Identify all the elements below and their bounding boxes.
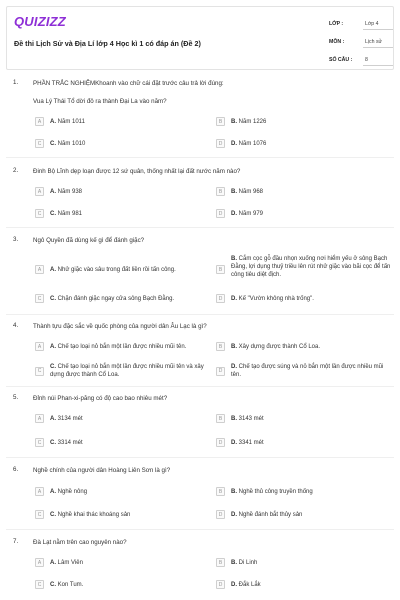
option-letter-box[interactable]: D xyxy=(216,139,225,148)
option-text: Đắk Lắk xyxy=(238,581,261,588)
option-text: Xây dựng được thành Cổ Loa. xyxy=(238,343,321,350)
option-key: C. xyxy=(50,511,56,518)
option-text: Năm 979 xyxy=(238,210,264,217)
meta-value: 8 xyxy=(363,55,393,66)
option-key: C. xyxy=(50,295,56,302)
option-c[interactable] xyxy=(35,363,213,379)
option-b[interactable] xyxy=(216,558,386,567)
question-text: Đà Lạt nằm trên cao nguyên nào? xyxy=(33,539,127,546)
worksheet-meta xyxy=(329,17,393,71)
option-letter-box[interactable]: B xyxy=(216,487,225,496)
option-key: A. xyxy=(50,188,56,195)
option-key: A. xyxy=(50,488,56,495)
option-b[interactable] xyxy=(216,187,386,196)
option-text: Năm 1226 xyxy=(238,118,267,125)
option-letter-box[interactable]: A xyxy=(35,187,44,196)
option-letter-box[interactable]: B xyxy=(216,187,225,196)
option-c[interactable] xyxy=(35,510,205,519)
option-key: B. xyxy=(231,488,237,495)
option-b[interactable] xyxy=(216,414,386,423)
option-key: C. xyxy=(50,581,56,588)
option-letter-box[interactable]: C xyxy=(35,580,44,589)
option-d[interactable] xyxy=(216,209,386,218)
option-key: B. xyxy=(231,256,237,262)
option-letter-box[interactable]: A xyxy=(35,265,44,274)
option-text: Chế tạo được súng và nỏ bắn một lần được nhiều mũi tên. xyxy=(231,364,384,378)
meta-value: Lớp 4 xyxy=(363,19,393,30)
option-text: Nghề nông xyxy=(57,488,88,495)
option-d[interactable] xyxy=(216,580,386,589)
option-text: Chế tạo loại nỏ bắn một lần được nhiều mũi tên. xyxy=(57,343,187,350)
option-text: Lâm Viên xyxy=(57,559,83,566)
option-key: D. xyxy=(231,295,237,302)
option-letter-box[interactable]: A xyxy=(35,487,44,496)
option-key: B. xyxy=(231,188,237,195)
meta-row-subject xyxy=(329,35,393,49)
option-letter-box[interactable]: D xyxy=(216,294,225,303)
option-c[interactable] xyxy=(35,580,205,589)
option-key: B. xyxy=(231,118,237,125)
option-text: Kế "Vườn không nhà trống". xyxy=(238,295,314,302)
option-letter-box[interactable]: A xyxy=(35,558,44,567)
option-text: 3134 mét xyxy=(57,415,83,422)
option-d[interactable] xyxy=(216,294,386,303)
option-text: Năm 1011 xyxy=(57,118,85,125)
option-key: D. xyxy=(231,210,237,217)
option-letter-box[interactable]: C xyxy=(35,139,44,148)
quizizz-logo: QUIZIZZ xyxy=(14,14,66,29)
divider xyxy=(6,529,394,530)
option-letter-box[interactable]: D xyxy=(216,438,225,447)
option-key: D. xyxy=(231,511,237,518)
question-number: 5. xyxy=(13,394,19,401)
option-key: A. xyxy=(50,118,56,125)
option-b[interactable] xyxy=(216,342,386,351)
question-number: 3. xyxy=(13,236,19,243)
option-letter-box[interactable]: D xyxy=(216,367,225,376)
option-key: C. xyxy=(50,364,56,370)
option-key: D. xyxy=(231,140,237,147)
option-letter-box[interactable]: D xyxy=(216,209,225,218)
option-d[interactable] xyxy=(216,363,386,379)
option-text: Nhử giặc vào sâu trong đất liền rồi tấn công. xyxy=(57,266,176,273)
option-c[interactable] xyxy=(35,139,205,148)
option-a[interactable] xyxy=(35,342,213,351)
option-text: Năm 1010 xyxy=(57,140,86,147)
option-c[interactable] xyxy=(35,294,213,303)
option-letter-box[interactable]: A xyxy=(35,342,44,351)
option-key: A. xyxy=(50,343,56,350)
option-c[interactable] xyxy=(35,209,205,218)
option-key: D. xyxy=(231,581,237,588)
option-text: Nghề thủ công truyền thống xyxy=(238,488,313,495)
option-key: C. xyxy=(50,210,56,217)
question-text: Nghề chính của người dân Hoàng Liên Sơn là gì? xyxy=(33,467,171,474)
question-number: 4. xyxy=(13,322,19,329)
option-d[interactable] xyxy=(216,438,386,447)
option-text: Kon Tum. xyxy=(57,581,84,588)
option-key: D. xyxy=(231,364,237,370)
option-letter-box[interactable]: D xyxy=(216,510,225,519)
option-c[interactable] xyxy=(35,438,205,447)
option-letter-box[interactable]: A xyxy=(35,414,44,423)
option-letter-box[interactable]: C xyxy=(35,367,44,376)
question-number: 7. xyxy=(13,538,19,545)
question-intro: PHẦN TRẮC NGHIỆMKhoanh vào chữ cái đặt trước câu trả lời đúng: xyxy=(33,80,224,87)
worksheet-header xyxy=(6,6,394,70)
option-d[interactable] xyxy=(216,139,386,148)
option-letter-box[interactable]: C xyxy=(35,510,44,519)
question-number: 6. xyxy=(13,466,19,473)
option-letter-box[interactable]: A xyxy=(35,117,44,126)
option-letter-box[interactable]: B xyxy=(216,342,225,351)
divider xyxy=(6,386,394,387)
option-key: B. xyxy=(231,559,237,566)
option-text: 3143 mét xyxy=(238,415,264,422)
divider xyxy=(6,157,394,158)
meta-label: MÔN : xyxy=(329,39,345,45)
option-text: Năm 968 xyxy=(238,188,264,195)
option-b[interactable] xyxy=(216,117,386,126)
option-key: B. xyxy=(231,343,237,350)
worksheet-title: Đề thi Lịch Sử và Địa Lí lớp 4 Học kì 1 có đáp án (Đề 2) xyxy=(14,39,201,48)
option-key: A. xyxy=(50,559,56,566)
option-letter-box[interactable]: B xyxy=(216,265,225,274)
option-b[interactable] xyxy=(216,487,386,496)
option-text: 3341 mét xyxy=(238,439,264,446)
question-number: 2. xyxy=(13,167,19,174)
option-d[interactable] xyxy=(216,510,386,519)
option-letter-box[interactable]: C xyxy=(35,209,44,218)
meta-label: SỐ CÂU : xyxy=(329,57,353,63)
question-text: Đỉnh núi Phan-xi-păng có độ cao bao nhiêu mét? xyxy=(33,395,168,402)
option-text: Nghề đánh bắt thủy sản xyxy=(238,511,303,518)
meta-value: Lịch sử xyxy=(363,37,393,48)
option-text: 3314 mét xyxy=(57,439,83,446)
option-text: Chế tạo loại nỏ bắn một lần được nhiều mũi tên và xây dựng được thành Cổ Loa. xyxy=(50,364,204,378)
question-text: Đinh Bộ Lĩnh dẹp loạn được 12 sứ quân, thống nhất lại đất nước năm nào? xyxy=(33,168,241,175)
meta-label: LỚP : xyxy=(329,21,344,27)
option-letter-box[interactable]: D xyxy=(216,580,225,589)
question-text: Thành tựu đặc sắc về quốc phòng của người dân Âu Lạc là gì? xyxy=(33,323,207,330)
divider xyxy=(6,227,394,228)
meta-row-count xyxy=(329,53,393,67)
option-a[interactable] xyxy=(35,117,205,126)
option-key: C. xyxy=(50,140,56,147)
option-key: D. xyxy=(231,439,237,446)
divider xyxy=(6,457,394,458)
divider xyxy=(6,314,394,315)
option-key: A. xyxy=(50,266,56,273)
meta-row-class xyxy=(329,17,393,31)
option-a[interactable] xyxy=(35,558,205,567)
option-key: A. xyxy=(50,415,56,422)
option-letter-box[interactable]: B xyxy=(216,558,225,567)
option-text: Năm 981 xyxy=(57,210,83,217)
option-a[interactable] xyxy=(35,414,205,423)
option-text: Chặn đánh giặc ngay cửa sông Bạch Đằng. xyxy=(57,295,175,302)
option-key: C. xyxy=(50,439,56,446)
option-key: B. xyxy=(231,415,237,422)
option-text: Năm 1076 xyxy=(238,140,267,147)
option-letter-box[interactable]: B xyxy=(216,117,225,126)
option-a[interactable] xyxy=(35,187,205,196)
option-a[interactable] xyxy=(35,487,205,496)
option-letter-box[interactable]: B xyxy=(216,414,225,423)
option-letter-box[interactable]: C xyxy=(35,438,44,447)
option-text: Nghề khai thác khoáng sản xyxy=(57,511,131,518)
question-text: Ngô Quyền đã dùng kế gì để đánh giặc? xyxy=(33,237,145,244)
option-text: Năm 938 xyxy=(57,188,83,195)
option-b[interactable] xyxy=(216,255,391,279)
option-letter-box[interactable]: C xyxy=(35,294,44,303)
option-text: Cắm cọc gỗ đầu nhọn xuống nơi hiểm yếu ở sông Bạch Đằng, lợi dụng thuỷ triều lên rút nhử giặc vào bãi cọc để tấn công tiêu diệt địch. xyxy=(231,256,391,278)
question-number: 1. xyxy=(13,79,19,86)
option-text: Di Linh xyxy=(238,559,258,566)
question-text: Vua Lý Thái Tổ dời đô ra thành Đại La vào năm? xyxy=(33,98,167,105)
option-a[interactable] xyxy=(35,265,213,274)
